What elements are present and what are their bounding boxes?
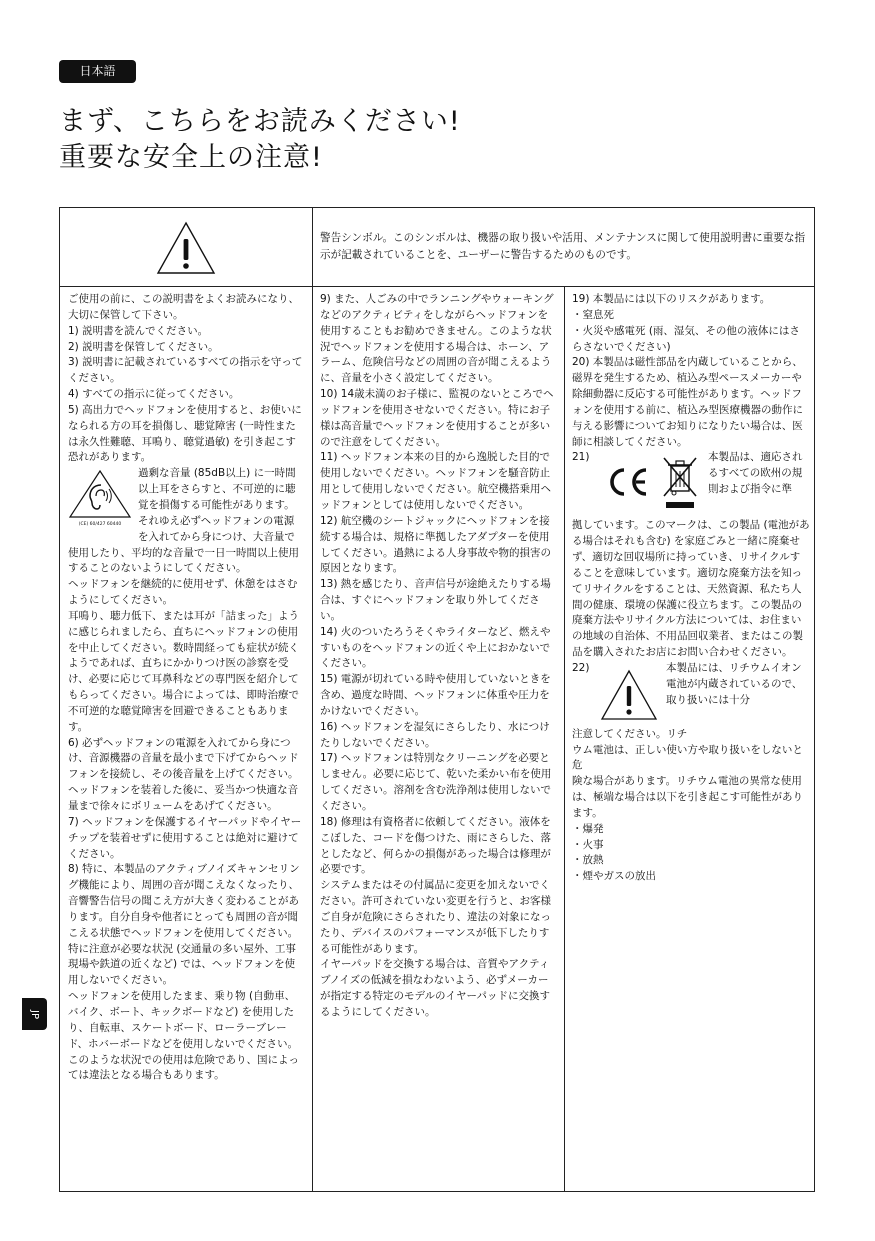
list-item: ・窒息死 bbox=[572, 308, 614, 321]
svg-text:(CE) 60/427 60440: (CE) 60/427 60440 bbox=[78, 522, 122, 528]
paragraph: イヤーパッドを交換する場合は、音質やアクティブノイズの低減を損なわないよう、必ずメーカーが指定する特定のモデルのイヤーパッドに交換するようにしてください。 bbox=[320, 958, 550, 1018]
list-item: ・火事 bbox=[572, 838, 604, 851]
paragraph: 10) 14歳未満のお子様に、監視のないところでヘッドフォンを使用させないでください。特にお子様は高音量でヘッドフォンを使用することが多いので注意をしてください。 bbox=[320, 388, 554, 448]
language-side-tab bbox=[22, 998, 47, 1030]
item-22-header bbox=[572, 661, 810, 727]
hearing-protection-icon bbox=[68, 469, 132, 533]
paragraph: 4) すべての指示に従ってください。 bbox=[68, 388, 240, 401]
paragraph: 注意してください。リチ bbox=[572, 727, 688, 740]
list-item: ・放熱 bbox=[572, 854, 604, 867]
paragraph: 12) 航空機のシートジャックにヘッドフォンを接続する場合は、規格に準拠したアダプターを使用してください。過熱による人身事故や物的損害の原因となります。 bbox=[320, 514, 551, 575]
paragraph: 17) ヘッドフォンは特別なクリーニングを必要としません。必要に応じて、乾いた柔かい布を使用してください。溶剤を含む洗浄剤は使用しないでください。 bbox=[320, 752, 552, 812]
item-number: 22) bbox=[572, 661, 590, 674]
warning-symbol-cell bbox=[60, 208, 312, 287]
hearing-warning bbox=[68, 466, 304, 577]
paragraph: 14) 火のついたろうそくやライターなど、燃えやすいものをヘッドフォンの近くや上におかないでください。 bbox=[320, 625, 551, 670]
paragraph: 16) ヘッドフォンを湿気にさらしたり、水につけたりしないでください。 bbox=[320, 720, 550, 749]
list-item: ・爆発 bbox=[572, 822, 604, 835]
page-title bbox=[59, 104, 819, 176]
warning-triangle-icon bbox=[600, 669, 660, 727]
paragraph: ご使用の前に、この説明書をよくお読みになり、大切に保管して下さい。 bbox=[68, 293, 299, 321]
paragraph: 7) ヘッドフォンを保護するイヤーパッドやイヤーチップを装着せずに使用することは絶対に避けてください。 bbox=[68, 815, 302, 860]
paragraph: ヘッドフォンを継続的に使用せず、休憩をはさむようにしてください。 bbox=[68, 578, 298, 607]
paragraph: 11) ヘッドフォン本来の目的から逸脱した目的で使用しないでください。ヘッドフォンを騒音防止用として使用しないでください。航空機搭乗用ヘッドフォンとしては使用しないでください。 bbox=[320, 451, 551, 511]
column-divider bbox=[312, 208, 313, 1191]
paragraph: 耳鳴り、聴力低下、または耳が「詰まった」ように感じられましたら、直ちにヘッドフォンの使用を中止してください。数時間経っても症状が続くようであれば、直ちにかかりつけ医の診察を受け、必要に応じて耳鼻科などの専門医を紹介してもらってください。場合によっては、即時治療で不可逆的な聴覚障害を回避できることもあります。 bbox=[68, 609, 299, 733]
column-3 bbox=[572, 292, 810, 885]
paragraph: システムまたはその付属品に変更を加えないでください。許可されていない変更を行うと、お客様ご自身が危険にさらされたり、違法の対象になったり、デバイスのパフォーマンスが低下したりする可能性があります。 bbox=[320, 879, 551, 955]
paragraph: 6) 必ずヘッドフォンの電源を入れてから身につけ、音源機器の音量を最小まで下げてからヘッドフォンを接続し、その後音量を上げてください。ヘッドフォンを装着した後に、妥当かつ快適な音量まで徐々にボリュームをあげてください。 bbox=[68, 736, 299, 812]
paragraph: 15) 電源が切れている時や使用していないときを含め、過度な時間、ヘッドフォンに体重や圧力をかけないでください。 bbox=[320, 673, 551, 717]
item-22-side-text: 本製品には、リチウムイオン電池が内蔵されているので、取り扱いには十分 bbox=[666, 661, 803, 706]
list-item: ・火災や感電死 (雨、湿気、その他の液体にはさらさないでください) bbox=[572, 324, 800, 353]
list-item: ・煙やガスの放出 bbox=[572, 870, 656, 883]
warning-triangle-icon bbox=[155, 220, 217, 276]
crossed-bin-icon bbox=[660, 454, 702, 518]
ce-mark-icon bbox=[604, 458, 652, 506]
paragraph: 13) 熱を感じたり、音声信号が途絶えたりする場合は、すぐにヘッドフォンを取り外してください。 bbox=[320, 578, 551, 622]
paragraph: ヘッドフォンを使用したまま、乗り物 (自動車、バイク、ボート、キックボードなど) を使用したり、自転車、スケートボード、ローラーブレード、ホバーボードなどを使用しないでください。このような状況での使用は危険であり、国によっては違法となる場合もあります。 bbox=[68, 990, 299, 1082]
paragraph: 1) 説明書を読んでください。 bbox=[68, 324, 209, 337]
paragraph: 9) また、人ごみの中でランニングやウォーキングなどのアクティビティをしながらヘッドフォンを使用することもお勧めできません。このような状況でヘッドフォンを使用する場合は、ホーン、アラーム、危険信号などの周囲の音が聞こえるように、音量を小さく設定してください。 bbox=[320, 293, 554, 385]
item-21-header bbox=[572, 450, 810, 518]
column-divider bbox=[564, 287, 565, 1191]
column-2 bbox=[320, 292, 556, 1021]
column-1 bbox=[68, 292, 304, 1084]
paragraph: 険な場合があります。リチウム電池の異常な使用は、極端な場合は以下を引き起こす可能性があります。 bbox=[572, 775, 803, 819]
paragraph: 18) 修理は有資格者に依頼してください。液体をこぼした、コードを傷つけた、雨にさらした、落としたなど、何らかの損傷があった場合は修理が必要です。 bbox=[320, 815, 551, 876]
paragraph: 3) 説明書に記載されているすべての指示を守ってください。 bbox=[68, 356, 303, 385]
paragraph: 2) 説明書を保管してください。 bbox=[68, 340, 219, 353]
side-tab-label: JP bbox=[28, 1009, 40, 1019]
language-badge: 日本語 bbox=[59, 60, 136, 83]
paragraph: 20) 本製品は磁性部品を内蔵していることから、磁界を発生するため、植込み型ペースメーカーや除細動器に反応する可能性があります。ヘッドフォンを使用する前に、植込み型医療機器の動作に与える影響についてお知りになりたい場合は、医師に相談してください。 bbox=[572, 356, 803, 448]
warning-symbol-description: 警告シンボル。このシンボルは、機器の取り扱いや活用、メンテナンスに関して使用説明書に重要な指示が記載されていることを、ユーザーに警告するためのものです。 bbox=[320, 232, 806, 261]
item-number: 21) bbox=[572, 451, 590, 464]
paragraph: 拠しています。このマークは、この製品 (電池がある場合はそれも含む) を家庭ごみと一緒に廃棄せず、適切な回収場所に持っていき、リサイクルすることを意味しています。適切な廃棄方法を知ってリサイクルをすることは、天然資源、私たち人間の健康、環境の保護に役立ちます。この製品の廃棄方法やリサイクル方法については、お住まいの地域の自治体、不用品回収業者、またはこの製品を購入されたお店にお問い合わせください。 bbox=[572, 519, 810, 659]
hearing-warning-text: 過剰な音量 (85dB以上) に一時間以上耳をさらすと、不可逆的に聴覚を損傷する可能性があります。それゆえ必ずヘッドフォンの電源を入れてから身につけ、大音量で使用したり、平均的な音量で一日一時間以上使用することのないようにしてください。 bbox=[68, 467, 299, 575]
paragraph: ウム電池は、正しい使い方や取り扱いをしないと危 bbox=[572, 743, 803, 772]
paragraph: 特に注意が必要な状況 (交通量の多い屋外、工事現場や鉄道の近くなど) では、ヘッドフォンを使用しないでください。 bbox=[68, 942, 296, 987]
paragraph: 8) 特に、本製品のアクティブノイズキャンセリング機能により、周囲の音が聞こえなくなったり、音響警告信号の聞こえ方が大きく変わることがあります。自分自身や他者にとっても周囲の音が聞こえる状態でヘッドフォンを使用してください。 bbox=[68, 863, 300, 939]
title-line-1: まず、こちらをお読みください! bbox=[59, 106, 461, 137]
paragraph: 5) 高出力でヘッドフォンを使用すると、お使いになられる方の耳を損傷し、聴覚障害 (一時性または永久性難聴、耳鳴り、聴覚過敏) を引き起こす恐れがあります。 bbox=[68, 403, 302, 464]
paragraph: 19) 本製品には以下のリスクがあります。 bbox=[572, 293, 771, 305]
safety-table bbox=[59, 207, 815, 1192]
title-line-2: 重要な安全上の注意! bbox=[59, 142, 323, 173]
item-21-side-text: 本製品は、適応されるすべての欧州の規則および指令に準 bbox=[708, 451, 803, 496]
